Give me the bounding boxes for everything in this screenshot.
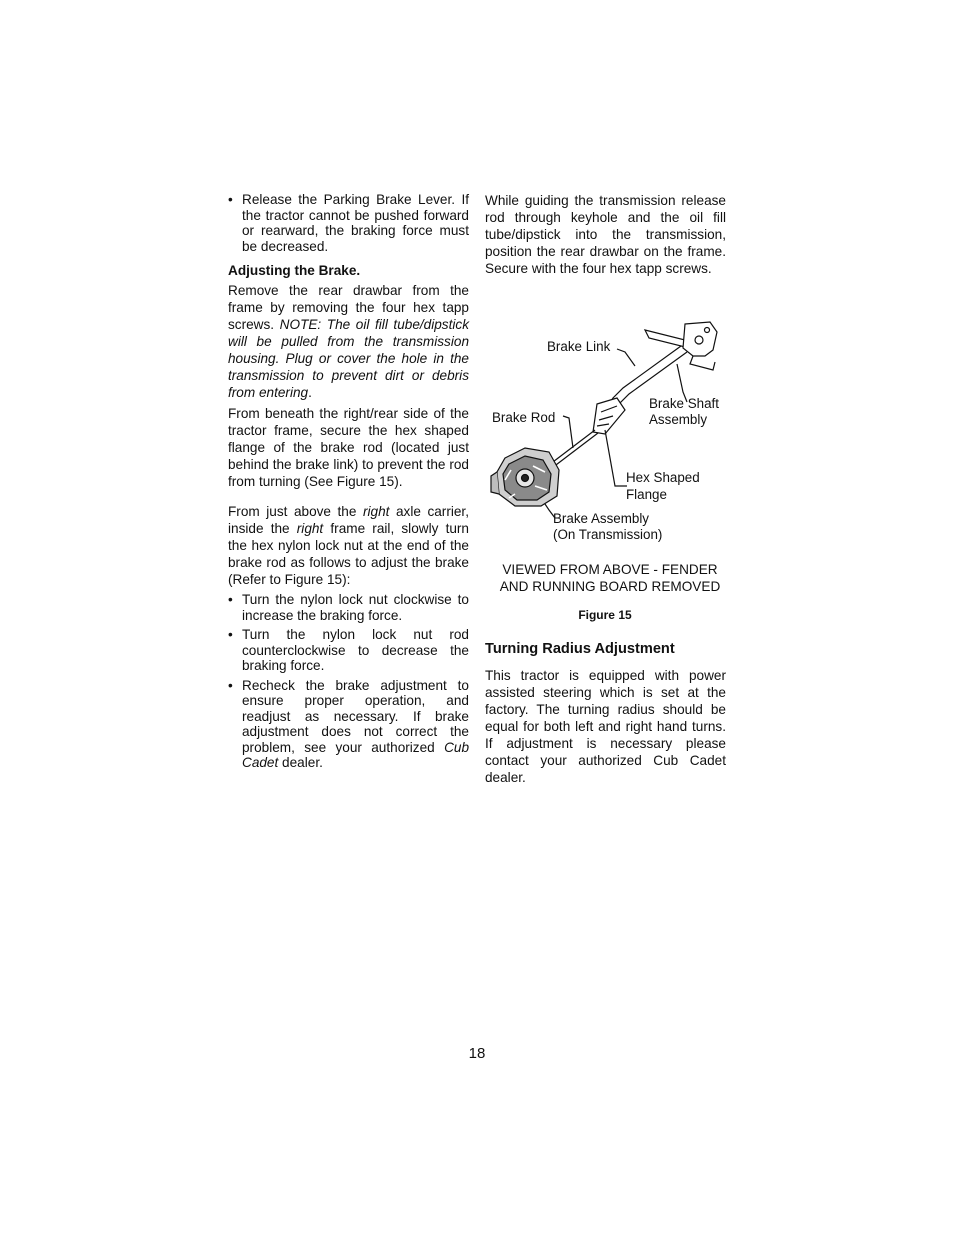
label-brake-rod: Brake Rod [492,410,556,425]
bullet-clockwise: • Turn the nylon lock nut clockwise to increase the braking force. [228,592,469,623]
above-text-1: From just above the [228,504,363,519]
figure-number: Figure 15 [578,608,632,622]
remove-drawbar-paragraph [228,282,469,401]
page-number: 18 [468,1045,486,1062]
bullet-release-parking-brake: • Release the Parking Brake Lever. If the tractor cannot be pushed forward or rearward, the braking force must be decreased. [228,192,469,254]
guiding-paragraph: While guiding the transmission release rod through keyhole and the oil fill tube/dipstick into the transmission, position the rear drawbar on the frame. Secure with the four hex tapp screws. [485,193,726,276]
caption-line1: VIEWED FROM ABOVE - FENDER [502,562,718,577]
note-period: . [308,385,312,400]
turning-radius-section [485,641,726,786]
bullet-recheck [228,678,469,771]
beneath-paragraph: From beneath the right/rear side of the tractor frame, secure the hex shaped flange of the brake rod (located just behind the brake link) to prevent the rod from turning (See Figure 15). [228,406,469,489]
label-brake-assembly-line2: (On Transmission) [553,527,663,542]
figure-15-illustration [485,300,745,560]
above-text-3: frame rail, slowly turn the hex nylon lock nut at the end of the brake rod as follows to adjust the brake (Refer to Figure 15): [228,521,469,587]
label-hex-line1: Hex Shaped [626,470,700,485]
adjusting-brake-heading: Adjusting the Brake. [228,263,361,278]
label-brake-link: Brake Link [547,339,611,354]
caption-line2: AND RUNNING BOARD REMOVED [499,578,721,594]
turning-radius-text: This tractor is equipped with power assisted steering which is set at the factory. The turning radius should be equal for both left and right hand turns. If adjustment is necessary please contact your authorized Cub Cadet dealer. [485,668,726,785]
figure-caption [485,562,735,595]
left-column [228,192,469,771]
remove-drawbar-text: Remove the rear drawbar from the frame by removing the four hex tapp screws. [228,283,469,332]
above-text-2: axle carrier, inside the [228,504,469,536]
label-brake-shaft-line2: Assembly [649,412,708,427]
label-hex-line2: Flange [626,487,667,502]
label-brake-shaft-line1: Brake Shaft [649,396,719,411]
label-brake-assembly-line1: Brake Assembly [553,511,650,526]
above-axle-paragraph [228,503,469,588]
above-right-1: right [362,504,390,519]
recheck-text: Recheck the brake adjustment to ensure proper operation, and readjust as necessary. If brake adjustment does not correct the problem, see your authorized [242,677,469,755]
cub-cadet-brand: Cub Cadet [242,739,469,770]
above-right-2: right [296,521,324,536]
recheck-end: dealer. [278,755,323,770]
oil-fill-note: NOTE: The oil fill tube/dipstick will be pulled from the transmission housing. Plug or cover the hole in the transmission to prevent dirt or debris from entering [228,317,469,400]
turning-radius-title: Turning Radius Adjustment [485,641,675,657]
right-column [485,192,726,277]
bullet-counterclockwise: • Turn the nylon lock nut rod counterclockwise to decrease the braking force. [228,627,469,674]
